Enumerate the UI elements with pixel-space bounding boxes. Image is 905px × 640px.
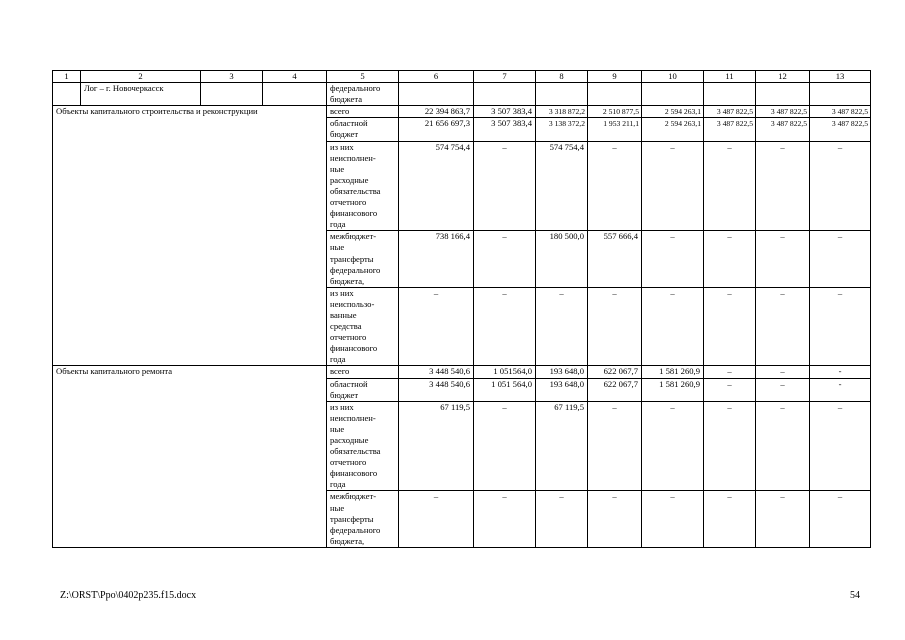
value-cell: 1 051 564,0 xyxy=(474,378,536,401)
value-cell: 67 119,5 xyxy=(399,401,474,491)
value-cell: - xyxy=(810,366,871,378)
funding-source-line: бюджет xyxy=(330,129,359,140)
funding-source-cell xyxy=(327,118,399,141)
funding-source-cell xyxy=(327,287,399,366)
value-cell: – xyxy=(704,141,756,231)
value-cell: – xyxy=(704,366,756,378)
value-cell: 622 067,7 xyxy=(588,366,642,378)
value-cell: - xyxy=(810,378,871,401)
value-cell: 1 581 260,9 xyxy=(642,366,704,378)
funding-source-cell xyxy=(327,231,399,287)
value-cell: 193 648,0 xyxy=(536,378,588,401)
value-cell: – xyxy=(704,401,756,491)
value-cell: – xyxy=(588,141,642,231)
value-cell: 3 487 822,5 xyxy=(810,106,871,118)
funding-source-line: из них xyxy=(330,141,354,152)
funding-source-line: областной xyxy=(330,378,368,389)
funding-source-line: бюджет xyxy=(330,389,359,400)
funding-source-line: ные xyxy=(330,163,345,174)
funding-source-cell xyxy=(327,401,399,491)
table-cell xyxy=(201,83,263,106)
funding-source-cell xyxy=(327,141,399,231)
funding-source-line: всего xyxy=(330,366,350,377)
table-cell xyxy=(474,83,536,106)
footer-page-number: 54 xyxy=(850,590,860,601)
value-cell: 3 487 822,5 xyxy=(756,118,810,141)
value-cell: 1 581 260,9 xyxy=(642,378,704,401)
value-cell: – xyxy=(756,491,810,547)
table-cell xyxy=(588,83,642,106)
value-cell: – xyxy=(588,287,642,366)
table-row xyxy=(53,366,871,378)
funding-source-line: года xyxy=(330,479,346,490)
funding-source-line: ные xyxy=(330,502,345,513)
funding-source-line: ные xyxy=(330,242,345,253)
funding-source-line: ные xyxy=(330,423,345,434)
table-row xyxy=(53,106,871,118)
funding-source-line: федерального xyxy=(330,83,381,94)
column-header: 6 xyxy=(399,71,474,83)
section-label: Объекты капитального ремонта xyxy=(53,366,327,548)
capital-repair-section xyxy=(53,366,871,548)
table-cell xyxy=(642,83,704,106)
column-header: 10 xyxy=(642,71,704,83)
column-header: 1 xyxy=(53,71,81,83)
funding-source-cell xyxy=(327,366,399,378)
value-cell: – xyxy=(704,231,756,287)
value-cell: – xyxy=(756,141,810,231)
funding-source-line: бюджета, xyxy=(330,275,365,286)
funding-source-line: бюджета xyxy=(330,94,363,105)
funding-source-line: финансового xyxy=(330,208,378,219)
value-cell: – xyxy=(536,491,588,547)
column-header: 3 xyxy=(201,71,263,83)
value-cell: – xyxy=(756,231,810,287)
capital-construction-section xyxy=(53,106,871,366)
value-cell: 574 754,4 xyxy=(399,141,474,231)
column-header: 8 xyxy=(536,71,588,83)
value-cell: 3 487 822,5 xyxy=(704,106,756,118)
funding-source-line: года xyxy=(330,219,346,230)
funding-source-cell xyxy=(327,491,399,547)
value-cell: 22 394 863,7 xyxy=(399,106,474,118)
column-header: 9 xyxy=(588,71,642,83)
value-cell: 3 448 540,6 xyxy=(399,366,474,378)
value-cell: 21 656 697,3 xyxy=(399,118,474,141)
column-header: 5 xyxy=(327,71,399,83)
funding-source-line: межбюджет- xyxy=(330,491,377,502)
value-cell: – xyxy=(474,141,536,231)
funding-source-line: отчетного xyxy=(330,197,367,208)
value-cell: 180 500,0 xyxy=(536,231,588,287)
value-cell: 67 119,5 xyxy=(536,401,588,491)
value-cell: – xyxy=(474,401,536,491)
value-cell: 622 067,7 xyxy=(588,378,642,401)
value-cell: – xyxy=(756,287,810,366)
value-cell: 3 318 872,2 xyxy=(536,106,588,118)
funding-source-line: расходные xyxy=(330,174,369,185)
table-cell xyxy=(704,83,756,106)
value-cell: 738 166,4 xyxy=(399,231,474,287)
table-cell xyxy=(53,83,81,106)
funding-source-line: бюджета, xyxy=(330,535,365,546)
funding-source-cell xyxy=(327,378,399,401)
value-cell: – xyxy=(588,401,642,491)
table-cell xyxy=(810,83,871,106)
funding-source-line: обязательства xyxy=(330,446,381,457)
funding-source-line: года xyxy=(330,354,346,365)
funding-source-line: средства xyxy=(330,321,362,332)
value-cell: – xyxy=(810,141,871,231)
value-cell: – xyxy=(704,287,756,366)
funding-source-line: федерального xyxy=(330,524,381,535)
funding-source-line: неисполнен- xyxy=(330,152,376,163)
column-header: 2 xyxy=(81,71,201,83)
value-cell: – xyxy=(810,287,871,366)
value-cell: 1 051564,0 xyxy=(474,366,536,378)
funding-source-line: областной xyxy=(330,118,368,129)
budget-table xyxy=(52,70,871,548)
value-cell: – xyxy=(642,141,704,231)
value-cell: 3 507 383,4 xyxy=(474,106,536,118)
funding-source-line: расходные xyxy=(330,435,369,445)
value-cell: 2 594 263,1 xyxy=(642,118,704,141)
value-cell: – xyxy=(588,491,642,547)
table-cell xyxy=(399,83,474,106)
funding-source-line: трансферты xyxy=(330,253,374,264)
value-cell: – xyxy=(810,231,871,287)
column-header: 13 xyxy=(810,71,871,83)
table-cell xyxy=(263,83,327,106)
value-cell: – xyxy=(756,378,810,401)
funding-source-line: ванные xyxy=(330,309,357,320)
column-header: 11 xyxy=(704,71,756,83)
object-name-cell: Лог – г. Новочеркасск xyxy=(81,83,201,106)
value-cell: – xyxy=(642,401,704,491)
funding-source-line: всего xyxy=(330,106,350,117)
footer-file-path: Z:\ORST\Ppo\0402p235.f15.docx xyxy=(60,590,197,601)
value-cell: – xyxy=(642,231,704,287)
column-number-row xyxy=(53,71,871,83)
value-cell: 3 487 822,5 xyxy=(810,118,871,141)
value-cell: – xyxy=(642,287,704,366)
value-cell: 3 487 822,5 xyxy=(704,118,756,141)
funding-source-cell xyxy=(327,83,399,106)
value-cell: – xyxy=(399,491,474,547)
value-cell: – xyxy=(704,378,756,401)
value-cell: 193 648,0 xyxy=(536,366,588,378)
funding-source-line: неисполнен- xyxy=(330,412,376,423)
funding-source-line: неиспользо- xyxy=(330,298,375,309)
value-cell: 3 487 822,5 xyxy=(756,106,810,118)
value-cell: – xyxy=(474,491,536,547)
value-cell: – xyxy=(474,287,536,366)
table-cell xyxy=(536,83,588,106)
funding-source-line: финансового xyxy=(330,343,378,354)
value-cell: 1 953 211,1 xyxy=(588,118,642,141)
funding-source-line: из них xyxy=(330,401,354,412)
value-cell: 3 138 372,2 xyxy=(536,118,588,141)
funding-source-line: федерального xyxy=(330,264,381,275)
funding-source-line: межбюджет- xyxy=(330,231,377,242)
column-header: 7 xyxy=(474,71,536,83)
value-cell: – xyxy=(536,287,588,366)
funding-source-line: отчетного xyxy=(330,332,367,343)
value-cell: – xyxy=(810,491,871,547)
carryover-row xyxy=(53,83,871,106)
value-cell: 2 594 263,1 xyxy=(642,106,704,118)
funding-source-cell xyxy=(327,106,399,118)
value-cell: – xyxy=(810,401,871,491)
value-cell: – xyxy=(642,491,704,547)
value-cell: 557 666,4 xyxy=(588,231,642,287)
value-cell: 3 507 383,4 xyxy=(474,118,536,141)
funding-source-line: из них xyxy=(330,287,354,298)
table-cell xyxy=(756,83,810,106)
funding-source-line: трансферты xyxy=(330,513,374,524)
value-cell: – xyxy=(474,231,536,287)
value-cell: – xyxy=(756,401,810,491)
funding-source-line: финансового xyxy=(330,468,378,479)
value-cell: – xyxy=(399,287,474,366)
column-header: 4 xyxy=(263,71,327,83)
column-header: 12 xyxy=(756,71,810,83)
funding-source-line: обязательства xyxy=(330,185,381,196)
value-cell: – xyxy=(756,366,810,378)
value-cell: – xyxy=(704,491,756,547)
value-cell: 2 510 877,5 xyxy=(588,106,642,118)
value-cell: 574 754,4 xyxy=(536,141,588,231)
funding-source-line: отчетного xyxy=(330,457,367,468)
value-cell: 3 448 540,6 xyxy=(399,378,474,401)
section-label: Объекты капитального строительства и реконструкции xyxy=(53,106,327,366)
